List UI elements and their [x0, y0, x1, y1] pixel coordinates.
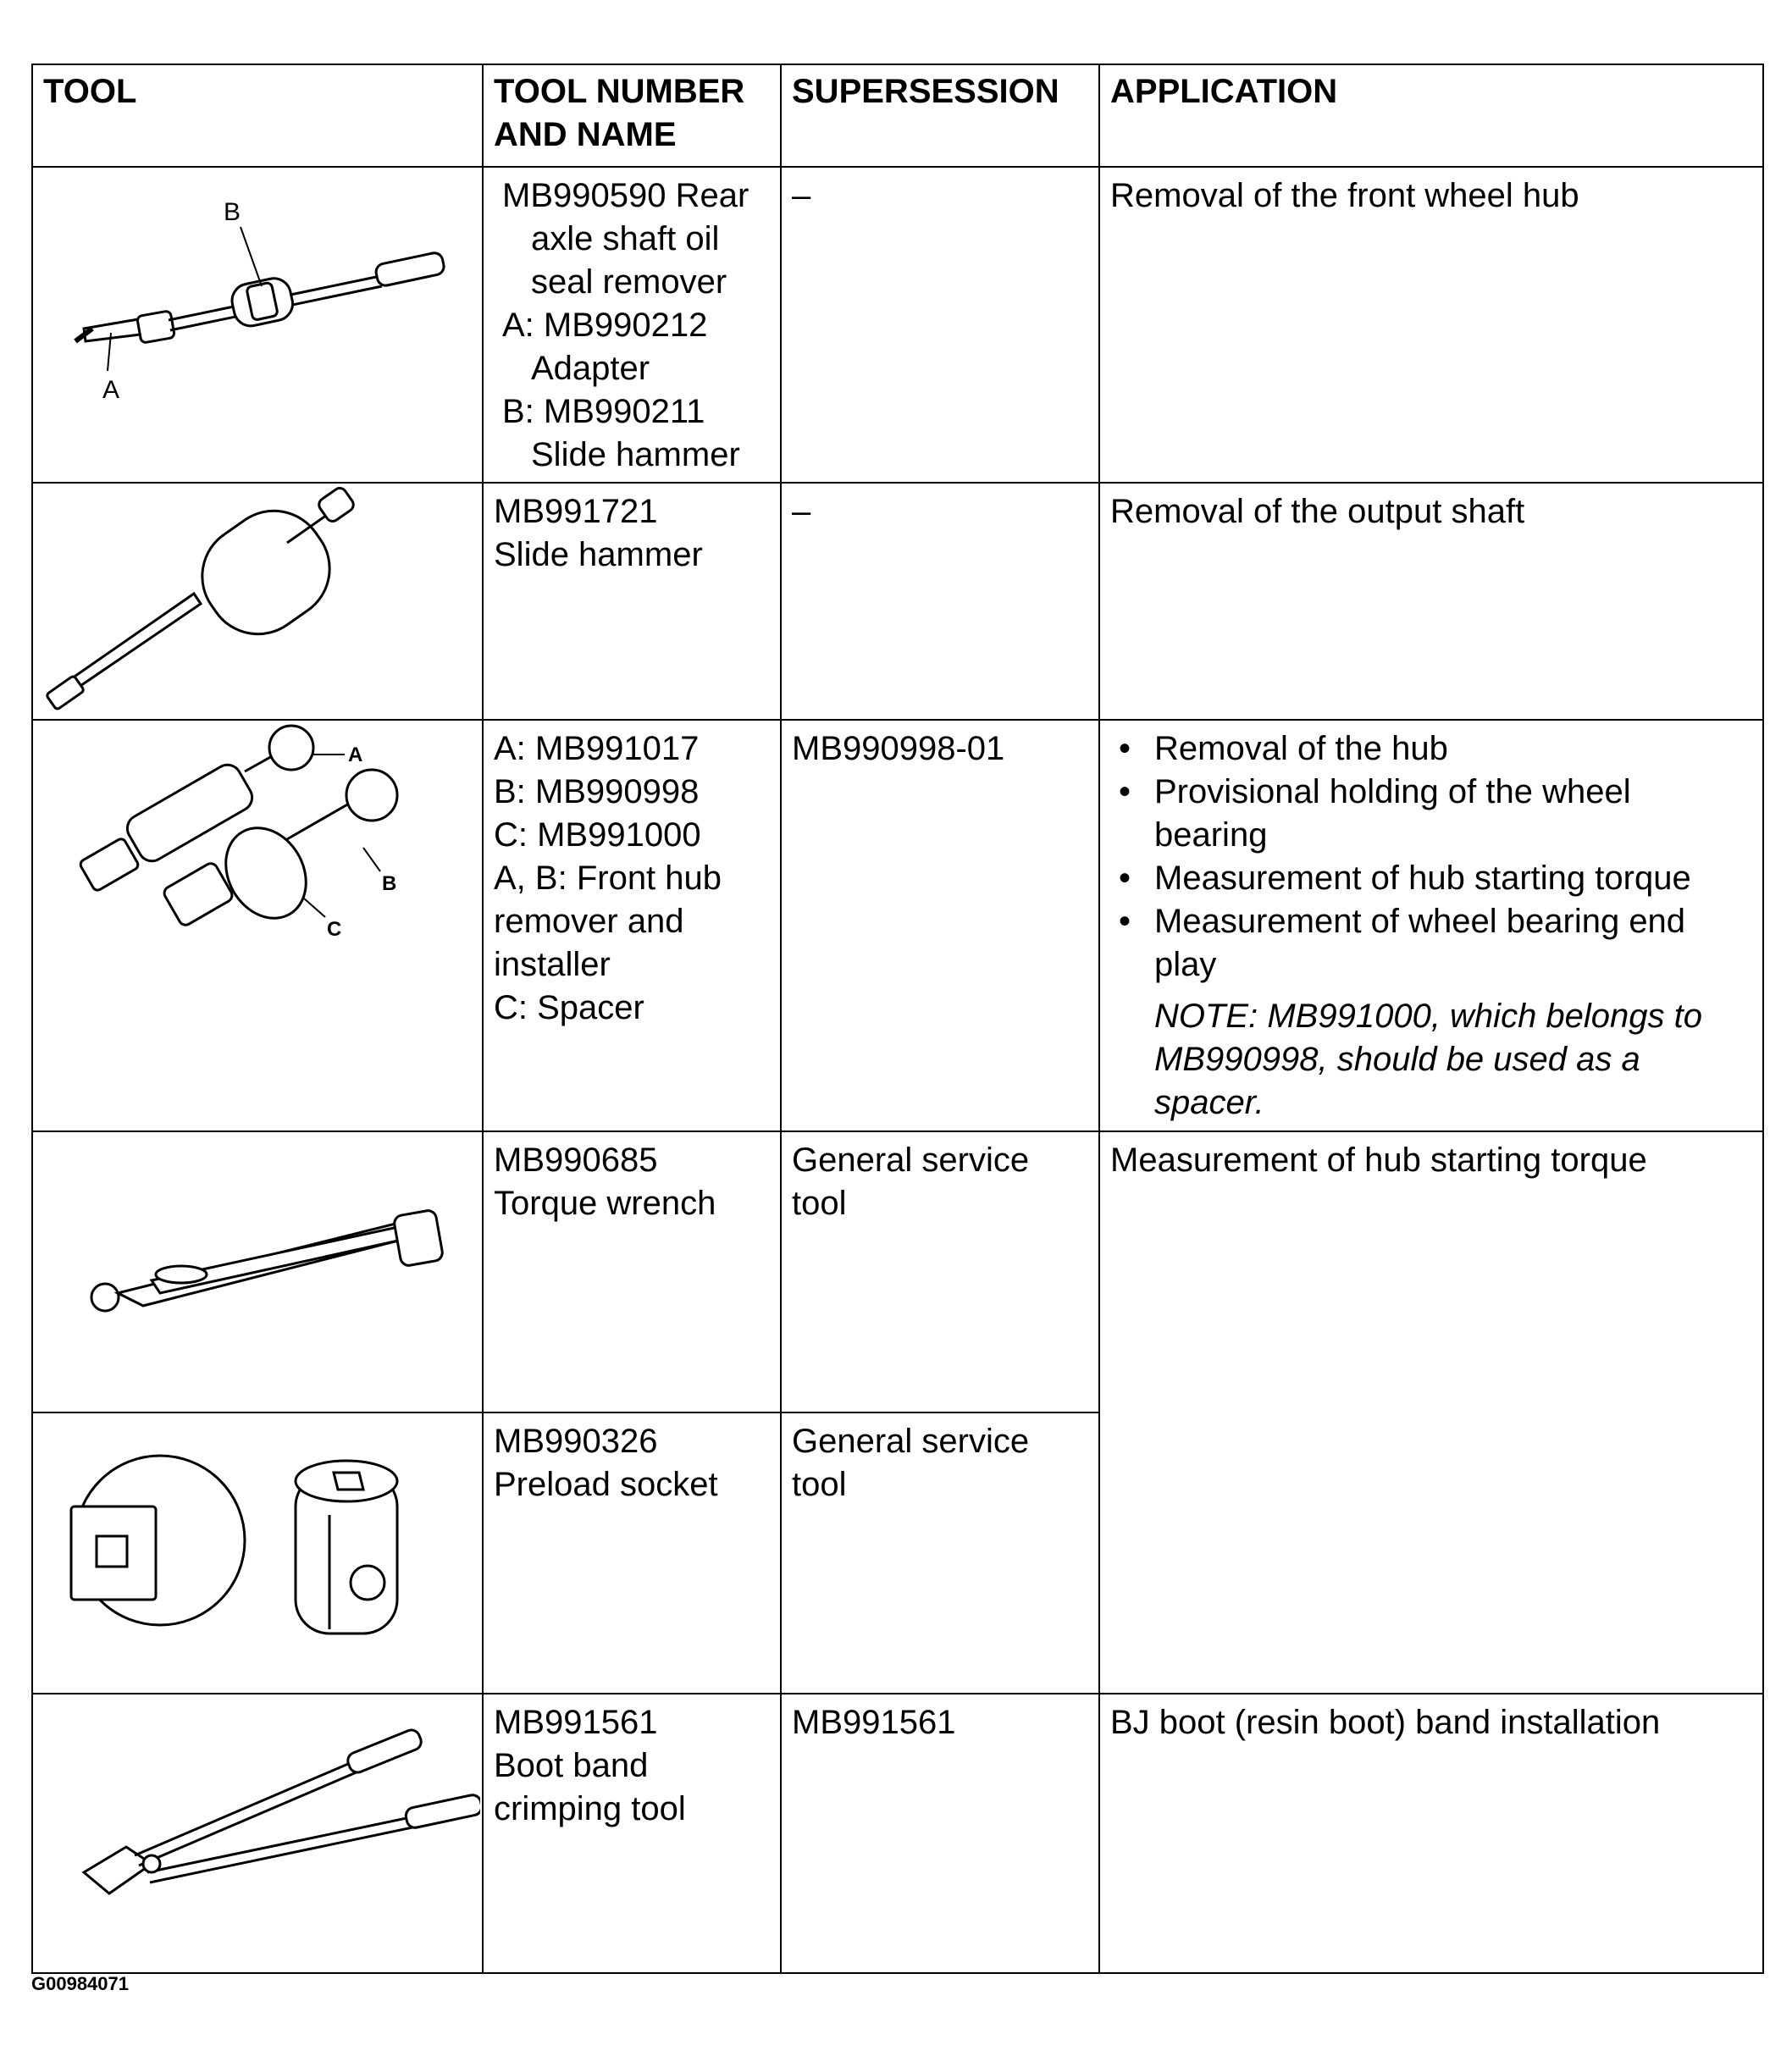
supersession-cell: MB990998-01	[781, 720, 1099, 1131]
header-tool: TOOL	[32, 64, 483, 167]
application-cell	[1099, 720, 1763, 1131]
application-cell: Measurement of hub starting torque	[1099, 1131, 1763, 1694]
callout-b: B	[224, 198, 241, 226]
table-row	[32, 167, 1763, 483]
callout-c: C	[327, 918, 342, 941]
application-list	[1110, 727, 1752, 987]
table-row	[32, 483, 1763, 720]
table-row	[32, 1131, 1763, 1412]
tool-number-cell: A: MB991017 B: MB990998 C: MB991000 A, B: Front hub remover and installer C: Spacer	[483, 720, 781, 1131]
header-tool-number-and-name: TOOL NUMBER AND NAME	[483, 64, 781, 167]
tool-number-cell: MB991721 Slide hammer	[483, 483, 781, 720]
preload-socket-illustration	[33, 1413, 480, 1686]
tool-number-cell: MB990590 Rear axle shaft oil seal remover A: MB990212 Adapter B: MB990211 Slide hammer	[483, 167, 781, 483]
supersession-cell: –	[781, 483, 1099, 720]
tool-number-cell: MB990326 Preload socket	[483, 1412, 781, 1694]
callout-a: A	[348, 744, 363, 766]
application-cell: BJ boot (resin boot) band installation	[1099, 1694, 1763, 1973]
table-row	[32, 720, 1763, 1131]
list-item: • Measurement of wheel bearing end play	[1110, 900, 1752, 987]
header-row	[32, 64, 1763, 167]
front-hub-remover-illustration	[33, 721, 480, 1124]
callout-b: B	[382, 872, 397, 895]
tool-number-cell: MB991561 Boot band crimping tool	[483, 1694, 781, 1973]
tool-illustration-cell	[32, 1131, 483, 1412]
boot-band-crimping-tool-illustration	[33, 1694, 480, 1965]
figure-id: G00984071	[31, 1973, 129, 1994]
supersession-cell: MB991561	[781, 1694, 1099, 1973]
tool-illustration-cell	[32, 1412, 483, 1694]
table-row	[32, 1694, 1763, 1973]
supersession-cell: General service tool	[781, 1131, 1099, 1412]
header-application: APPLICATION	[1099, 64, 1763, 167]
list-item: • Provisional holding of the wheel bearing	[1110, 771, 1752, 857]
note: NOTE: MB991000, which belongs to MB990998, should be used as a spacer.	[1154, 998, 1703, 1121]
tool-illustration-cell	[32, 1694, 483, 1973]
header-supersession: SUPERSESSION	[781, 64, 1099, 167]
tool-illustration-cell	[32, 167, 483, 483]
application-cell: Removal of the front wheel hub	[1099, 167, 1763, 483]
special-tools-table	[31, 64, 1764, 1974]
supersession-cell: General service tool	[781, 1412, 1099, 1694]
supersession-cell: –	[781, 167, 1099, 483]
oil-seal-remover-illustration	[33, 168, 480, 475]
torque-wrench-illustration	[33, 1132, 480, 1405]
tool-number-cell: MB990685 Torque wrench	[483, 1131, 781, 1412]
tool-illustration-cell	[32, 483, 483, 720]
callout-a: A	[102, 376, 120, 404]
list-item: • Removal of the hub	[1110, 727, 1752, 771]
list-item: • Measurement of hub starting torque	[1110, 857, 1752, 900]
tool-illustration-cell	[32, 720, 483, 1131]
slide-hammer-illustration	[33, 484, 480, 712]
application-cell: Removal of the output shaft	[1099, 483, 1763, 720]
